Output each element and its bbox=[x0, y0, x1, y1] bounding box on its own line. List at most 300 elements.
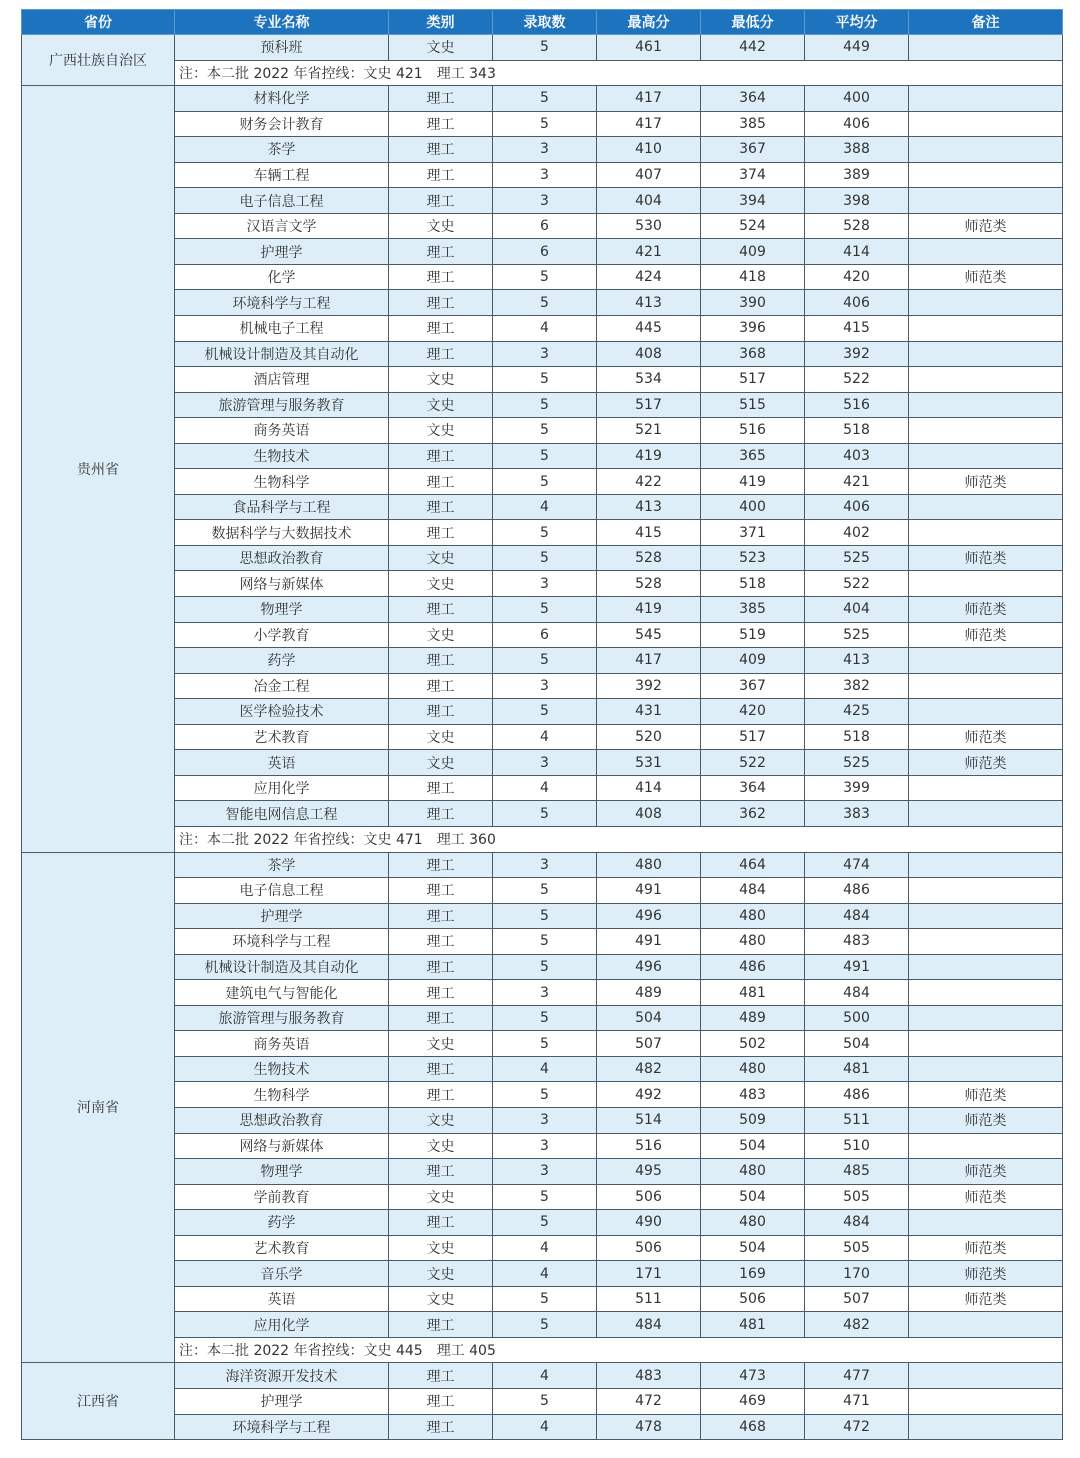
highest-score-cell: 516 bbox=[597, 1133, 701, 1159]
admitted-count-cell: 3 bbox=[493, 980, 597, 1006]
category-cell: 文史 bbox=[389, 392, 493, 418]
major-cell: 财务会计教育 bbox=[175, 111, 389, 137]
admission-scores-table bbox=[21, 9, 1063, 1440]
average-score-cell: 484 bbox=[805, 1210, 909, 1236]
highest-score-cell: 408 bbox=[597, 801, 701, 827]
average-score-cell: 491 bbox=[805, 954, 909, 980]
lowest-score-cell: 519 bbox=[701, 622, 805, 648]
highest-score-cell: 511 bbox=[597, 1286, 701, 1312]
admitted-count-cell: 4 bbox=[493, 1414, 597, 1440]
highest-score-cell: 424 bbox=[597, 264, 701, 290]
remarks-cell: 师范类 bbox=[909, 750, 1063, 776]
remarks-cell bbox=[909, 1031, 1063, 1057]
category-cell: 理工 bbox=[389, 290, 493, 316]
highest-score-cell: 483 bbox=[597, 1363, 701, 1389]
highest-score-cell: 492 bbox=[597, 1082, 701, 1108]
category-cell: 理工 bbox=[389, 852, 493, 878]
lowest-score-cell: 480 bbox=[701, 1159, 805, 1185]
average-score-cell: 505 bbox=[805, 1184, 909, 1210]
admitted-count-cell: 4 bbox=[493, 1235, 597, 1261]
lowest-score-cell: 504 bbox=[701, 1235, 805, 1261]
category-cell: 文史 bbox=[389, 622, 493, 648]
category-cell: 理工 bbox=[389, 1363, 493, 1389]
highest-score-cell: 495 bbox=[597, 1159, 701, 1185]
average-score-cell: 481 bbox=[805, 1056, 909, 1082]
category-cell: 理工 bbox=[389, 673, 493, 699]
major-cell: 环境科学与工程 bbox=[175, 1414, 389, 1440]
table-row bbox=[22, 1082, 1063, 1108]
major-cell: 护理学 bbox=[175, 1388, 389, 1414]
admitted-count-cell: 5 bbox=[493, 954, 597, 980]
remarks-cell bbox=[909, 929, 1063, 955]
highest-score-cell: 413 bbox=[597, 494, 701, 520]
remarks-cell bbox=[909, 852, 1063, 878]
category-cell: 理工 bbox=[389, 929, 493, 955]
remarks-cell: 师范类 bbox=[909, 264, 1063, 290]
admitted-count-cell: 5 bbox=[493, 520, 597, 546]
category-cell: 文史 bbox=[389, 418, 493, 444]
admitted-count-cell: 5 bbox=[493, 1312, 597, 1338]
category-cell: 文史 bbox=[389, 1031, 493, 1057]
highest-score-cell: 491 bbox=[597, 929, 701, 955]
average-score-cell: 402 bbox=[805, 520, 909, 546]
admitted-count-cell: 5 bbox=[493, 801, 597, 827]
table-row bbox=[22, 392, 1063, 418]
major-cell: 车辆工程 bbox=[175, 162, 389, 188]
average-score-cell: 382 bbox=[805, 673, 909, 699]
highest-score-cell: 520 bbox=[597, 724, 701, 750]
lowest-score-cell: 469 bbox=[701, 1388, 805, 1414]
major-cell: 网络与新媒体 bbox=[175, 1133, 389, 1159]
remarks-cell: 师范类 bbox=[909, 545, 1063, 571]
major-cell: 食品科学与工程 bbox=[175, 494, 389, 520]
highest-score-cell: 480 bbox=[597, 852, 701, 878]
table-row bbox=[22, 1133, 1063, 1159]
table-row bbox=[22, 980, 1063, 1006]
average-score-cell: 522 bbox=[805, 571, 909, 597]
remarks-cell: 师范类 bbox=[909, 1261, 1063, 1287]
average-score-cell: 389 bbox=[805, 162, 909, 188]
lowest-score-cell: 473 bbox=[701, 1363, 805, 1389]
major-cell: 应用化学 bbox=[175, 775, 389, 801]
lowest-score-cell: 506 bbox=[701, 1286, 805, 1312]
table-row bbox=[22, 316, 1063, 342]
admitted-count-cell: 5 bbox=[493, 367, 597, 393]
category-cell: 文史 bbox=[389, 213, 493, 239]
lowest-score-cell: 368 bbox=[701, 341, 805, 367]
table-row bbox=[22, 35, 1063, 61]
table-row bbox=[22, 239, 1063, 265]
highest-score-cell: 421 bbox=[597, 239, 701, 265]
remarks-cell: 师范类 bbox=[909, 724, 1063, 750]
major-cell: 英语 bbox=[175, 750, 389, 776]
average-score-cell: 404 bbox=[805, 597, 909, 623]
header-row bbox=[22, 10, 1063, 35]
table-row bbox=[22, 1363, 1063, 1389]
admitted-count-cell: 5 bbox=[493, 699, 597, 725]
remarks-cell: 师范类 bbox=[909, 1107, 1063, 1133]
lowest-score-cell: 489 bbox=[701, 1005, 805, 1031]
remarks-cell bbox=[909, 980, 1063, 1006]
table-row bbox=[22, 341, 1063, 367]
highest-score-cell: 506 bbox=[597, 1184, 701, 1210]
lowest-score-cell: 484 bbox=[701, 878, 805, 904]
table-row bbox=[22, 213, 1063, 239]
table-row bbox=[22, 1388, 1063, 1414]
remarks-cell bbox=[909, 316, 1063, 342]
average-score-cell: 482 bbox=[805, 1312, 909, 1338]
table-row bbox=[22, 622, 1063, 648]
lowest-score-cell: 480 bbox=[701, 1056, 805, 1082]
major-cell: 旅游管理与服务教育 bbox=[175, 392, 389, 418]
header-lowest-score: 最低分 bbox=[701, 10, 805, 35]
table-row bbox=[22, 1235, 1063, 1261]
lowest-score-cell: 516 bbox=[701, 418, 805, 444]
category-cell: 理工 bbox=[389, 648, 493, 674]
highest-score-cell: 417 bbox=[597, 111, 701, 137]
average-score-cell: 483 bbox=[805, 929, 909, 955]
average-score-cell: 518 bbox=[805, 418, 909, 444]
table-row bbox=[22, 418, 1063, 444]
average-score-cell: 518 bbox=[805, 724, 909, 750]
table-row bbox=[22, 111, 1063, 137]
highest-score-cell: 408 bbox=[597, 341, 701, 367]
category-cell: 理工 bbox=[389, 188, 493, 214]
highest-score-cell: 531 bbox=[597, 750, 701, 776]
major-cell: 电子信息工程 bbox=[175, 878, 389, 904]
remarks-cell bbox=[909, 1388, 1063, 1414]
category-cell: 文史 bbox=[389, 35, 493, 61]
lowest-score-cell: 515 bbox=[701, 392, 805, 418]
table-row bbox=[22, 1261, 1063, 1287]
category-cell: 理工 bbox=[389, 1210, 493, 1236]
category-cell: 理工 bbox=[389, 1159, 493, 1185]
average-score-cell: 485 bbox=[805, 1159, 909, 1185]
highest-score-cell: 507 bbox=[597, 1031, 701, 1057]
major-cell: 应用化学 bbox=[175, 1312, 389, 1338]
admitted-count-cell: 4 bbox=[493, 1363, 597, 1389]
province-cell: 江西省 bbox=[22, 1363, 175, 1440]
admitted-count-cell: 3 bbox=[493, 571, 597, 597]
average-score-cell: 420 bbox=[805, 264, 909, 290]
average-score-cell: 413 bbox=[805, 648, 909, 674]
major-cell: 商务英语 bbox=[175, 1031, 389, 1057]
lowest-score-cell: 420 bbox=[701, 699, 805, 725]
major-cell: 机械设计制造及其自动化 bbox=[175, 341, 389, 367]
major-cell: 医学检验技术 bbox=[175, 699, 389, 725]
remarks-cell bbox=[909, 1056, 1063, 1082]
remarks-cell bbox=[909, 673, 1063, 699]
table-row bbox=[22, 852, 1063, 878]
remarks-cell bbox=[909, 801, 1063, 827]
major-cell: 机械设计制造及其自动化 bbox=[175, 954, 389, 980]
major-cell: 生物技术 bbox=[175, 443, 389, 469]
admitted-count-cell: 4 bbox=[493, 724, 597, 750]
note-row bbox=[22, 1337, 1063, 1363]
control-line-note: 注：本二批 2022 年省控线：文史 471 理工 360 bbox=[175, 826, 1063, 852]
remarks-cell bbox=[909, 290, 1063, 316]
admitted-count-cell: 5 bbox=[493, 1031, 597, 1057]
average-score-cell: 400 bbox=[805, 86, 909, 112]
major-cell: 药学 bbox=[175, 648, 389, 674]
admitted-count-cell: 3 bbox=[493, 137, 597, 163]
lowest-score-cell: 509 bbox=[701, 1107, 805, 1133]
major-cell: 海洋资源开发技术 bbox=[175, 1363, 389, 1389]
table-row bbox=[22, 188, 1063, 214]
table-row bbox=[22, 954, 1063, 980]
note-row bbox=[22, 826, 1063, 852]
remarks-cell bbox=[909, 86, 1063, 112]
admitted-count-cell: 3 bbox=[493, 1107, 597, 1133]
average-score-cell: 406 bbox=[805, 494, 909, 520]
major-cell: 材料化学 bbox=[175, 86, 389, 112]
average-score-cell: 392 bbox=[805, 341, 909, 367]
average-score-cell: 399 bbox=[805, 775, 909, 801]
major-cell: 环境科学与工程 bbox=[175, 290, 389, 316]
remarks-cell: 师范类 bbox=[909, 1184, 1063, 1210]
average-score-cell: 507 bbox=[805, 1286, 909, 1312]
table-row bbox=[22, 520, 1063, 546]
category-cell: 理工 bbox=[389, 469, 493, 495]
major-cell: 英语 bbox=[175, 1286, 389, 1312]
average-score-cell: 406 bbox=[805, 111, 909, 137]
table-row bbox=[22, 1005, 1063, 1031]
category-cell: 理工 bbox=[389, 162, 493, 188]
remarks-cell bbox=[909, 775, 1063, 801]
admitted-count-cell: 5 bbox=[493, 86, 597, 112]
lowest-score-cell: 517 bbox=[701, 724, 805, 750]
remarks-cell: 师范类 bbox=[909, 597, 1063, 623]
admitted-count-cell: 3 bbox=[493, 341, 597, 367]
table-row bbox=[22, 469, 1063, 495]
highest-score-cell: 496 bbox=[597, 903, 701, 929]
province-cell: 广西壮族自治区 bbox=[22, 35, 175, 86]
header-province: 省份 bbox=[22, 10, 175, 35]
highest-score-cell: 171 bbox=[597, 1261, 701, 1287]
highest-score-cell: 431 bbox=[597, 699, 701, 725]
header-major: 专业名称 bbox=[175, 10, 389, 35]
remarks-cell bbox=[909, 188, 1063, 214]
lowest-score-cell: 523 bbox=[701, 545, 805, 571]
highest-score-cell: 478 bbox=[597, 1414, 701, 1440]
major-cell: 药学 bbox=[175, 1210, 389, 1236]
highest-score-cell: 489 bbox=[597, 980, 701, 1006]
table-row bbox=[22, 1414, 1063, 1440]
category-cell: 理工 bbox=[389, 775, 493, 801]
table-row bbox=[22, 290, 1063, 316]
average-score-cell: 486 bbox=[805, 878, 909, 904]
major-cell: 茶学 bbox=[175, 137, 389, 163]
remarks-cell: 师范类 bbox=[909, 1286, 1063, 1312]
category-cell: 理工 bbox=[389, 1056, 493, 1082]
admitted-count-cell: 4 bbox=[493, 1056, 597, 1082]
table-row bbox=[22, 545, 1063, 571]
table-row bbox=[22, 443, 1063, 469]
major-cell: 智能电网信息工程 bbox=[175, 801, 389, 827]
category-cell: 文史 bbox=[389, 545, 493, 571]
average-score-cell: 383 bbox=[805, 801, 909, 827]
major-cell: 酒店管理 bbox=[175, 367, 389, 393]
average-score-cell: 504 bbox=[805, 1031, 909, 1057]
table-header bbox=[22, 10, 1063, 35]
table-row bbox=[22, 648, 1063, 674]
remarks-cell: 师范类 bbox=[909, 469, 1063, 495]
remarks-cell bbox=[909, 1363, 1063, 1389]
table-row bbox=[22, 1056, 1063, 1082]
province-cell: 贵州省 bbox=[22, 86, 175, 852]
major-cell: 预科班 bbox=[175, 35, 389, 61]
category-cell: 理工 bbox=[389, 86, 493, 112]
category-cell: 理工 bbox=[389, 903, 493, 929]
table-row bbox=[22, 1312, 1063, 1338]
header-highest-score: 最高分 bbox=[597, 10, 701, 35]
remarks-cell bbox=[909, 418, 1063, 444]
remarks-cell bbox=[909, 1414, 1063, 1440]
admitted-count-cell: 5 bbox=[493, 443, 597, 469]
remarks-cell: 师范类 bbox=[909, 1082, 1063, 1108]
highest-score-cell: 415 bbox=[597, 520, 701, 546]
table-row bbox=[22, 1184, 1063, 1210]
remarks-cell bbox=[909, 903, 1063, 929]
highest-score-cell: 528 bbox=[597, 545, 701, 571]
header-average-score: 平均分 bbox=[805, 10, 909, 35]
category-cell: 理工 bbox=[389, 801, 493, 827]
header-admitted-count: 录取数 bbox=[493, 10, 597, 35]
category-cell: 理工 bbox=[389, 264, 493, 290]
average-score-cell: 471 bbox=[805, 1388, 909, 1414]
admission-scores-document bbox=[21, 9, 1062, 1440]
major-cell: 护理学 bbox=[175, 239, 389, 265]
lowest-score-cell: 400 bbox=[701, 494, 805, 520]
major-cell: 音乐学 bbox=[175, 1261, 389, 1287]
lowest-score-cell: 396 bbox=[701, 316, 805, 342]
major-cell: 冶金工程 bbox=[175, 673, 389, 699]
average-score-cell: 528 bbox=[805, 213, 909, 239]
lowest-score-cell: 483 bbox=[701, 1082, 805, 1108]
average-score-cell: 525 bbox=[805, 622, 909, 648]
admitted-count-cell: 6 bbox=[493, 622, 597, 648]
remarks-cell bbox=[909, 1210, 1063, 1236]
admitted-count-cell: 5 bbox=[493, 1184, 597, 1210]
admitted-count-cell: 4 bbox=[493, 316, 597, 342]
lowest-score-cell: 419 bbox=[701, 469, 805, 495]
remarks-cell bbox=[909, 239, 1063, 265]
average-score-cell: 474 bbox=[805, 852, 909, 878]
major-cell: 生物科学 bbox=[175, 469, 389, 495]
lowest-score-cell: 169 bbox=[701, 1261, 805, 1287]
table-row bbox=[22, 367, 1063, 393]
admitted-count-cell: 3 bbox=[493, 1133, 597, 1159]
average-score-cell: 516 bbox=[805, 392, 909, 418]
table-row bbox=[22, 1107, 1063, 1133]
lowest-score-cell: 365 bbox=[701, 443, 805, 469]
category-cell: 理工 bbox=[389, 1082, 493, 1108]
highest-score-cell: 414 bbox=[597, 775, 701, 801]
header-remarks: 备注 bbox=[909, 10, 1063, 35]
remarks-cell bbox=[909, 162, 1063, 188]
category-cell: 文史 bbox=[389, 1184, 493, 1210]
average-score-cell: 449 bbox=[805, 35, 909, 61]
admitted-count-cell: 5 bbox=[493, 878, 597, 904]
remarks-cell bbox=[909, 1005, 1063, 1031]
major-cell: 化学 bbox=[175, 264, 389, 290]
lowest-score-cell: 480 bbox=[701, 903, 805, 929]
lowest-score-cell: 522 bbox=[701, 750, 805, 776]
table-row bbox=[22, 801, 1063, 827]
category-cell: 理工 bbox=[389, 1312, 493, 1338]
table-row bbox=[22, 86, 1063, 112]
major-cell: 思想政治教育 bbox=[175, 545, 389, 571]
category-cell: 文史 bbox=[389, 571, 493, 597]
category-cell: 理工 bbox=[389, 111, 493, 137]
average-score-cell: 170 bbox=[805, 1261, 909, 1287]
admitted-count-cell: 6 bbox=[493, 213, 597, 239]
lowest-score-cell: 367 bbox=[701, 673, 805, 699]
category-cell: 文史 bbox=[389, 367, 493, 393]
remarks-cell bbox=[909, 111, 1063, 137]
major-cell: 商务英语 bbox=[175, 418, 389, 444]
lowest-score-cell: 364 bbox=[701, 775, 805, 801]
lowest-score-cell: 504 bbox=[701, 1184, 805, 1210]
remarks-cell bbox=[909, 367, 1063, 393]
remarks-cell: 师范类 bbox=[909, 213, 1063, 239]
table-row bbox=[22, 1159, 1063, 1185]
average-score-cell: 403 bbox=[805, 443, 909, 469]
category-cell: 文史 bbox=[389, 724, 493, 750]
highest-score-cell: 521 bbox=[597, 418, 701, 444]
admitted-count-cell: 3 bbox=[493, 1159, 597, 1185]
remarks-cell bbox=[909, 1133, 1063, 1159]
highest-score-cell: 419 bbox=[597, 597, 701, 623]
control-line-note: 注：本二批 2022 年省控线：文史 445 理工 405 bbox=[175, 1337, 1063, 1363]
table-row bbox=[22, 673, 1063, 699]
admitted-count-cell: 5 bbox=[493, 35, 597, 61]
admitted-count-cell: 6 bbox=[493, 239, 597, 265]
average-score-cell: 522 bbox=[805, 367, 909, 393]
average-score-cell: 484 bbox=[805, 903, 909, 929]
lowest-score-cell: 371 bbox=[701, 520, 805, 546]
admitted-count-cell: 5 bbox=[493, 1082, 597, 1108]
major-cell: 环境科学与工程 bbox=[175, 929, 389, 955]
remarks-cell: 师范类 bbox=[909, 1235, 1063, 1261]
lowest-score-cell: 524 bbox=[701, 213, 805, 239]
highest-score-cell: 410 bbox=[597, 137, 701, 163]
category-cell: 理工 bbox=[389, 597, 493, 623]
admitted-count-cell: 5 bbox=[493, 597, 597, 623]
admitted-count-cell: 5 bbox=[493, 1210, 597, 1236]
admitted-count-cell: 5 bbox=[493, 264, 597, 290]
remarks-cell bbox=[909, 1312, 1063, 1338]
lowest-score-cell: 480 bbox=[701, 1210, 805, 1236]
category-cell: 理工 bbox=[389, 1388, 493, 1414]
table-row bbox=[22, 903, 1063, 929]
highest-score-cell: 514 bbox=[597, 1107, 701, 1133]
header-category: 类别 bbox=[389, 10, 493, 35]
remarks-cell: 师范类 bbox=[909, 622, 1063, 648]
lowest-score-cell: 464 bbox=[701, 852, 805, 878]
average-score-cell: 472 bbox=[805, 1414, 909, 1440]
remarks-cell bbox=[909, 699, 1063, 725]
category-cell: 理工 bbox=[389, 239, 493, 265]
control-line-note: 注：本二批 2022 年省控线：文史 421 理工 343 bbox=[175, 60, 1063, 86]
highest-score-cell: 517 bbox=[597, 392, 701, 418]
table-row bbox=[22, 699, 1063, 725]
table-row bbox=[22, 878, 1063, 904]
admitted-count-cell: 5 bbox=[493, 1388, 597, 1414]
admitted-count-cell: 3 bbox=[493, 673, 597, 699]
highest-score-cell: 545 bbox=[597, 622, 701, 648]
category-cell: 理工 bbox=[389, 137, 493, 163]
